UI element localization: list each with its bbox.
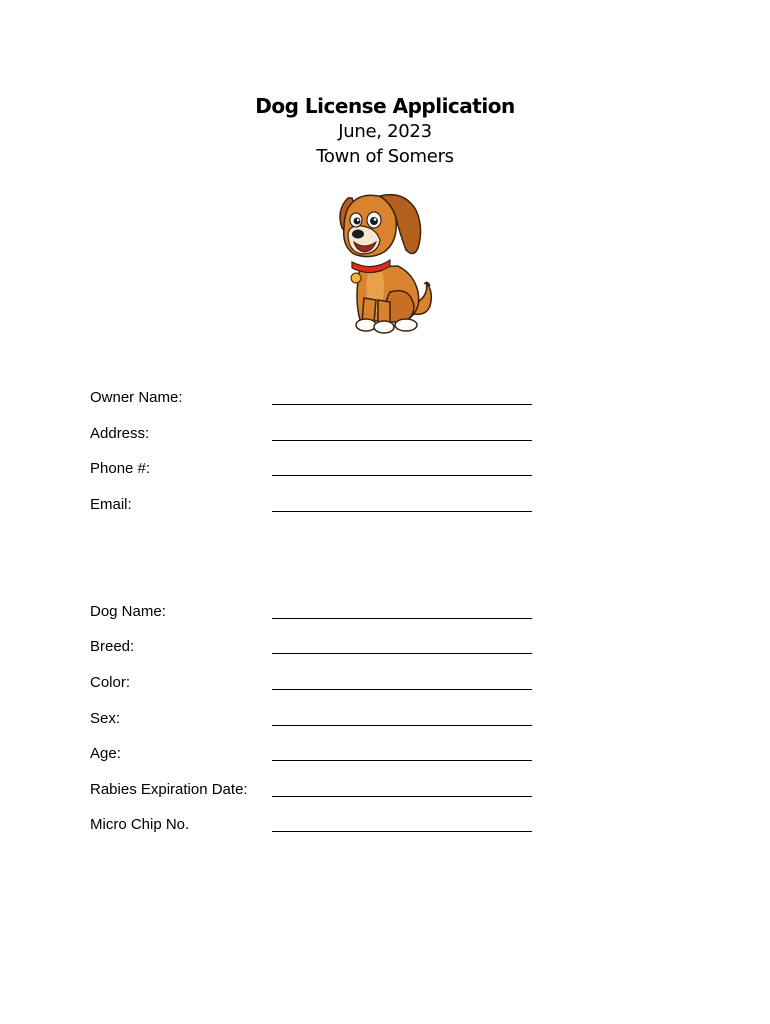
email-input-line[interactable]: [272, 511, 532, 512]
owner-name-input-line[interactable]: [272, 404, 532, 405]
document-title: Dog License Application: [255, 94, 515, 118]
rabies-expiration-input-line[interactable]: [272, 796, 532, 797]
field-label: Owner Name:: [90, 389, 183, 406]
phone-field[interactable]: [90, 460, 535, 484]
color-input-line[interactable]: [272, 689, 532, 690]
document-header: [0, 93, 770, 169]
address-field[interactable]: [90, 425, 535, 449]
town-name: Town of Somers: [316, 146, 454, 167]
field-label: Color:: [90, 674, 131, 691]
age-input-line[interactable]: [272, 760, 532, 761]
address-input-line[interactable]: [272, 440, 532, 441]
phone-input-line[interactable]: [272, 475, 532, 476]
age-field[interactable]: [90, 745, 535, 769]
rabies-expiration-field[interactable]: [90, 781, 535, 805]
dog-name-input-line[interactable]: [272, 618, 532, 619]
field-label: Address:: [90, 425, 150, 442]
owner-name-field[interactable]: [90, 389, 535, 413]
dog-name-field[interactable]: [90, 603, 535, 627]
field-label: Phone #:: [90, 460, 151, 477]
breed-input-line[interactable]: [272, 653, 532, 654]
email-field[interactable]: [90, 496, 535, 520]
microchip-input-line[interactable]: [272, 831, 532, 832]
field-label: Sex:: [90, 710, 121, 727]
sex-field[interactable]: [90, 710, 535, 734]
field-label: Email:: [90, 496, 132, 513]
color-field[interactable]: [90, 674, 535, 698]
field-label: Breed:: [90, 638, 135, 655]
sex-input-line[interactable]: [272, 725, 532, 726]
document-date: June, 2023: [338, 121, 432, 142]
field-label: Micro Chip No.: [90, 816, 190, 833]
field-label: Rabies Expiration Date:: [90, 781, 248, 798]
dog-illustration: [334, 188, 436, 336]
field-label: Age:: [90, 745, 121, 762]
field-label: Dog Name:: [90, 603, 166, 620]
microchip-field[interactable]: [90, 816, 535, 840]
breed-field[interactable]: [90, 638, 535, 662]
